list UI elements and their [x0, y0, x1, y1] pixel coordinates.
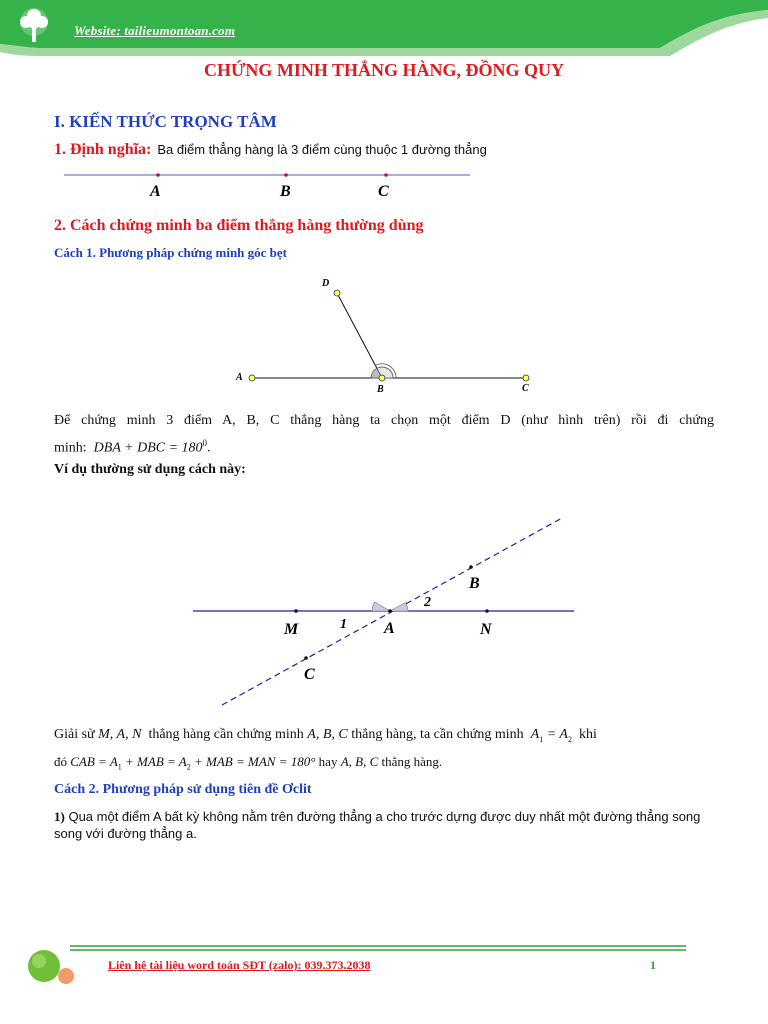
proof-formula: + MAB = MAN = 180°	[190, 754, 316, 769]
proof-points-man: M, A, N	[98, 727, 142, 742]
label-a: A	[150, 183, 161, 200]
method1-explanation	[54, 410, 714, 460]
item-number: 1)	[54, 809, 65, 824]
angle-label-2: 2	[424, 595, 431, 610]
proof-line-2	[54, 754, 442, 772]
example-heading: Ví dụ thường sử dụng cách này:	[54, 462, 246, 477]
label-b: B	[377, 384, 384, 395]
point-b	[469, 565, 473, 569]
label-c: C	[378, 183, 389, 200]
angle-a2: = A	[543, 727, 568, 742]
label-c: C	[522, 383, 529, 394]
label-c: C	[304, 666, 315, 683]
definition-row	[54, 141, 487, 159]
point-n	[485, 609, 489, 613]
proof-points-abc: A, B, C	[340, 754, 379, 769]
label-a: A	[384, 620, 395, 637]
degree-sup: 0	[202, 438, 208, 448]
sub-1: 1	[117, 762, 122, 772]
sub-1: 1	[539, 734, 544, 744]
straight-angle-figure	[0, 270, 768, 400]
item-text: Qua một điểm A bất kỳ không nằm trên đường thẳng a cho trước dựng được duy nhất một đường thẳng song song với đường thẳng a.	[54, 809, 701, 841]
label-n: N	[480, 621, 492, 638]
proof-text: Giải sử	[54, 727, 95, 742]
label-b: B	[280, 183, 291, 200]
point-a	[388, 609, 392, 613]
proof-text: khi	[578, 727, 597, 742]
label-a: A	[236, 372, 243, 383]
label-m: M	[284, 621, 299, 638]
proof-formula: + MAB = A	[121, 754, 187, 769]
proof-formula: CAB = A	[70, 754, 118, 769]
label-d: D	[322, 278, 330, 289]
method2-item-1	[54, 808, 718, 842]
definition-text: Ba điểm thẳng hàng là 3 điểm cùng thuộc 1 đường thẳng	[157, 142, 487, 157]
section-heading-methods: 2. Cách chứng minh ba điểm thẳng hàng thường dùng	[54, 217, 424, 234]
point-a	[156, 173, 160, 177]
page-title: CHỨNG MINH THẲNG HÀNG, ĐỒNG QUY	[204, 60, 564, 80]
point-m	[294, 609, 298, 613]
definition-label: 1. Định nghĩa:	[54, 141, 152, 158]
label-b: B	[469, 575, 480, 592]
sub-2: 2	[567, 734, 572, 744]
footer-contact[interactable]: Liên hệ tài liệu word toán SĐT (zalo): 039.373.2038	[108, 958, 371, 972]
method2-title: Cách 2. Phương pháp sử dụng tiên đề Ơclit	[54, 782, 312, 797]
explanation-line-1: Để chứng minh 3 điểm A, B, C thẳng hàng ta chọn một điểm D (như hình trên) rồi đi chứng	[54, 413, 714, 428]
point-c	[384, 173, 388, 177]
proof-text: đó	[54, 754, 67, 769]
point-b	[284, 173, 288, 177]
proof-text: thẳng hàng, ta cần chứng minh	[351, 727, 524, 742]
website-link[interactable]: Website: tailieumontoan.com	[74, 23, 236, 38]
dots-logo-icon	[28, 950, 74, 984]
point-b	[379, 375, 385, 381]
proof-line-1	[54, 727, 597, 744]
section-heading-knowledge: I. KIẾN THỨC TRỌNG TÂM	[54, 112, 277, 131]
point-d	[334, 290, 340, 296]
proof-text: thẳng hàng cần chứng minh	[148, 727, 304, 742]
example-figure	[0, 505, 768, 715]
proof-points-abc: A, B, C	[307, 727, 348, 742]
angle-label-1: 1	[340, 617, 347, 632]
page-number: 1	[650, 958, 656, 972]
angle-a1: A	[530, 727, 540, 742]
sub-2: 2	[186, 762, 191, 772]
proof-text: thẳng hàng.	[381, 754, 443, 769]
explanation-prefix: minh:	[54, 440, 87, 456]
point-a	[249, 375, 255, 381]
collinear-points-figure	[0, 160, 768, 210]
proof-text: hay	[318, 754, 338, 769]
point-c	[523, 375, 529, 381]
method1-title: Cách 1. Phương pháp chứng minh góc bẹt	[54, 245, 288, 260]
formula-end: .	[207, 440, 211, 456]
angle-formula: DBA + DBC = 180	[93, 440, 203, 456]
point-c	[304, 656, 308, 660]
explanation-line-2	[54, 432, 714, 460]
